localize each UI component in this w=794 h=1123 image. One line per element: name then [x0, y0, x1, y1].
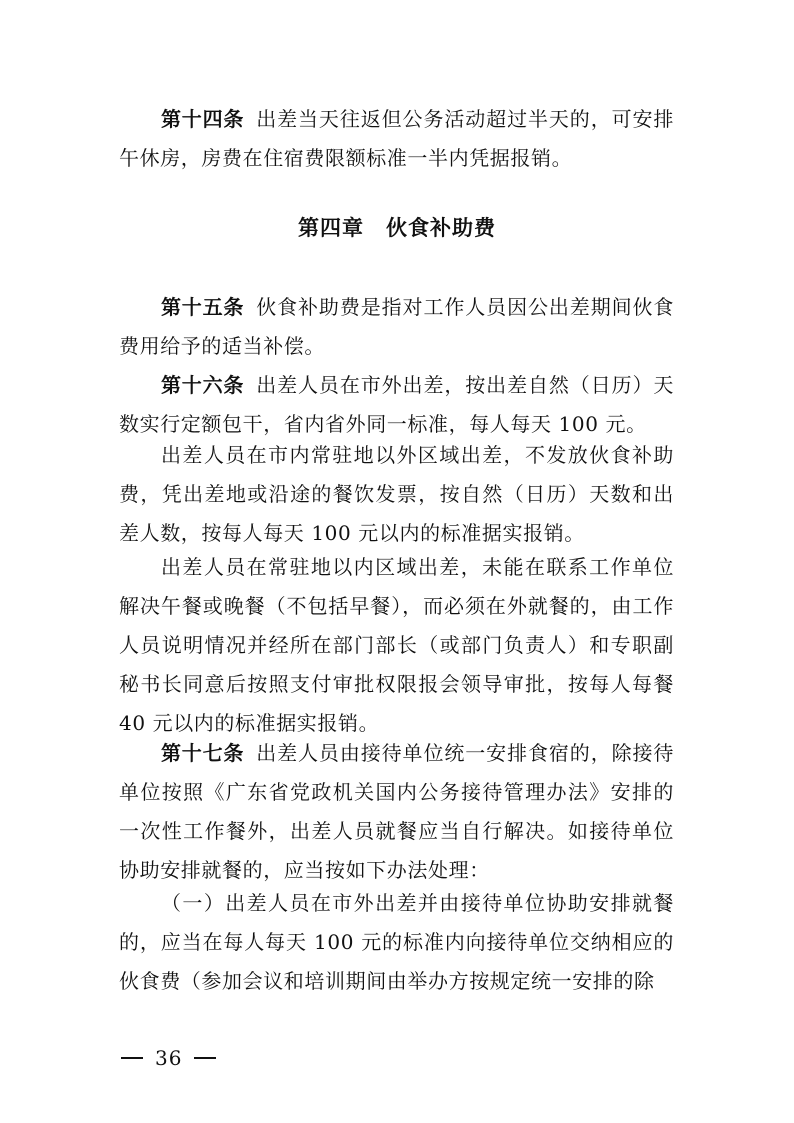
article-17-item-1: （一）出差人员在市外出差并由接待单位协助安排就餐的，应当在每人每天 100 元的标准内向接待单位交纳相应的伙食费（参加会议和培训期间由举办方按规定统一安排的除	[119, 891, 674, 993]
page-footer	[121, 1046, 216, 1070]
article-17-paragraph	[119, 734, 674, 890]
article-16-paragraph-2: 出差人员在市内常驻地以外区域出差，不发放伙食补助费，凭出差地或沿途的餐饮发票，按自然（日历）天数和出差人数，按每人每天 100 元以内的标准据实报销。	[119, 443, 674, 545]
article-14-paragraph	[119, 100, 674, 178]
article-14-text: 出差当天往返但公务活动超过半天的，可安排午休房，房费在住宿费限额标准一半内凭据报销。	[119, 107, 675, 170]
article-17-text: 出差人员由接待单位统一安排食宿的，除接待单位按照《广东省党政机关国内公务接待管理办法》安排的一次性工作餐外，出差人员就餐应当自行解决。如接待单位协助安排就餐的，应当按如下办法处理：	[119, 741, 675, 882]
page-number: 36	[155, 1046, 183, 1070]
article-15-text: 伙食补助费是指对工作人员因公出差期间伙食费用给予的适当补偿。	[119, 295, 675, 358]
footer-dash-right	[194, 1057, 216, 1059]
chapter-number: 第四章	[298, 215, 364, 240]
chapter-title: 伙食补助费	[386, 215, 496, 240]
footer-dash-left	[121, 1057, 143, 1059]
article-15-paragraph	[119, 288, 674, 366]
article-16-paragraph	[119, 366, 674, 444]
article-14-label: 第十四条	[161, 107, 245, 131]
article-15-label: 第十五条	[161, 295, 245, 319]
article-17-label: 第十七条	[161, 741, 245, 765]
article-16-paragraph-3: 出差人员在常驻地以内区域出差，未能在联系工作单位解决午餐或晚餐（不包括早餐），而必须在外就餐的，由工作人员说明情况并经所在部门部长（或部门负责人）和专职副秘书长同意后按照支付审批权限报会领导审批，按每人每餐 40 元以内的标准据实报销。	[119, 555, 674, 735]
article-16-label: 第十六条	[161, 373, 245, 397]
chapter-heading	[0, 212, 794, 242]
article-16-text: 出差人员在市外出差，按出差自然（日历）天数实行定额包干，省内省外同一标准，每人每天 100 元。	[119, 373, 675, 436]
